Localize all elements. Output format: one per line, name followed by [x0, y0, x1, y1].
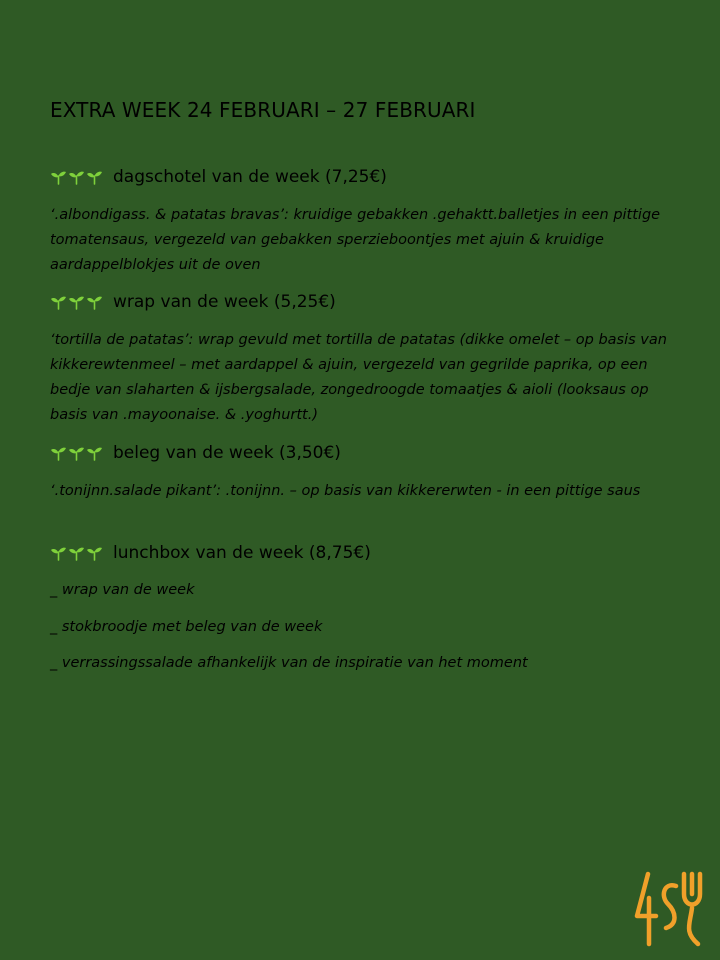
sprout-icon	[86, 445, 103, 461]
sprout-icon	[86, 169, 103, 185]
sprouts-icon	[50, 169, 104, 185]
section-heading-label: lunchbox van de week (8,75€)	[113, 543, 371, 563]
section-heading-dagschotel	[50, 167, 387, 187]
section-heading-beleg	[50, 443, 341, 463]
sprout-icon	[86, 294, 103, 310]
sprout-icon	[50, 294, 67, 310]
sprout-icon	[50, 445, 67, 461]
sprout-icon	[68, 445, 85, 461]
sprouts-icon	[50, 294, 104, 310]
sprouts-icon	[50, 445, 104, 461]
restaurant-logo-icon	[632, 868, 706, 950]
section-heading-label: dagschotel van de week (7,25€)	[113, 167, 387, 187]
section-description-wrap: ‘tortilla de patatas’: wrap gevuld met tortilla de patatas (dikke omelet – op basis van kikkerewtenmeel – met aardappel & ajuin, vergezeld van gegrilde paprika, op een bedje van slaharten & ijsbergsalade, zongedroogde tomaatjes & aioli (looksaus op basis van .mayoonaise. & .yoghurtt.)	[50, 332, 667, 423]
section-heading-label: wrap van de week (5,25€)	[113, 292, 336, 312]
list-item: _ verrassingssalade afhankelijk van de inspiratie van het moment	[50, 655, 528, 671]
sprout-icon	[50, 545, 67, 561]
sprout-icon	[68, 545, 85, 561]
section-heading-wrap	[50, 292, 336, 312]
section-heading-lunchbox	[50, 543, 371, 563]
sprout-icon	[68, 169, 85, 185]
section-description-beleg: ‘.tonijnn.salade pikant’: .tonijnn. – op basis van kikkererwten - in een pittige saus	[50, 483, 641, 499]
list-item: _ wrap van de week	[50, 582, 195, 598]
list-item: _ stokbroodje met beleg van de week	[50, 619, 323, 635]
sprout-icon	[50, 169, 67, 185]
section-description-dagschotel: ‘.albondigass. & patatas bravas’: kruidige gebakken .gehaktt.balletjes in een pittige tomatensaus, vergezeld van gebakken sperzieboontjes met ajuin & kruidige aardappelblokjes uit de oven	[50, 207, 661, 273]
page-title: EXTRA WEEK 24 FEBRUARI – 27 FEBRUARI	[50, 98, 476, 122]
sprout-icon	[86, 545, 103, 561]
sprouts-icon	[50, 545, 104, 561]
section-heading-label: beleg van de week (3,50€)	[113, 443, 341, 463]
sprout-icon	[68, 294, 85, 310]
